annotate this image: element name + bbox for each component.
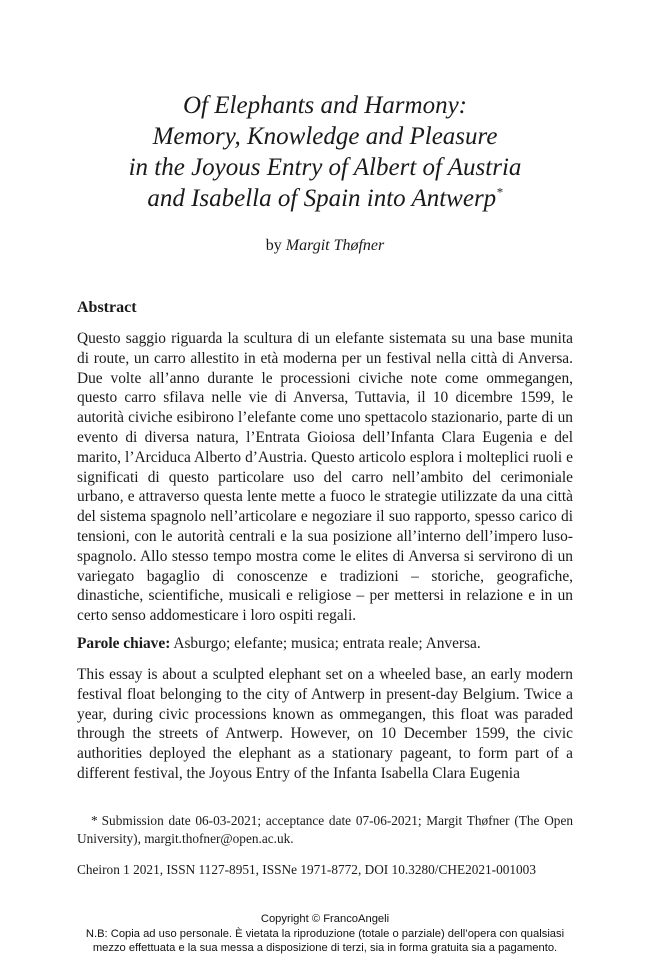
title-line-1: Of Elephants and Harmony: [183,92,467,119]
citation-line: Cheiron 1 2021, ISSN 1127-8951, ISSNe 1971-8772, DOI 10.3280/CHE2021-001003 [77,862,536,877]
abstract-heading: Abstract [77,299,137,316]
copyright-notice [0,912,650,956]
copyright-line-1: Copyright © FrancoAngeli [260,913,390,925]
title-line-4-text: and Isabella of Spain into Antwerp [147,185,497,212]
body-paragraph: This essay is about a sculpted elephant set on a wheeled base, an early modern festival float belonging to the city of Antwerp in present-day Belgium. Twice a year, during civic processions known as ommegangen, this float was paraded through the streets of Antwerp. However, on 10 December 1599, the civic authorities deployed the elephant as a stationary pageant, to form part of a different festival, the Joyous Entry of the Infanta Isabella Clara Eugenia [77,666,573,782]
copyright-line-3: mezzo effettuata e la sua messa a disposizione di terzi, sia in forma gratuita sia a pagamento. [92,942,558,954]
byline-prefix: by [265,237,282,254]
keywords-label: Parole chiave: [77,635,171,652]
keywords-text: Asburgo; elefante; musica; entrata reale; Anversa. [173,635,481,652]
footnote-mark: * [91,813,98,828]
abstract-text: Questo saggio riguarda la scultura di un elefante sistemata su una base munita di route, un carro allestito in età moderna per un festival nella città di Anversa. Due volte all’anno durante le processioni civiche note come ommegangen, questo carro sfilava nelle vie di Anversa, Tuttavia, il 10 dicembre 1599, le autorità civiche esibirono l’elefante come uno spettacolo stazionario, parte di un evento di diversa natura, l’Entrata Gioiosa dell’Infanta Clara Eugenia e del marito, l’Arciduca Alberto d’Austria. Questo articolo esplora i molteplici ruoli e significati di questo particolare uso del carro nell’ambito del cerimoniale urbano, e attraverso questa lente mette a fuoco le strategie utilizzate da una città del sistema spagnolo nell’articolare e negoziare il suo rapporto, spesso carico di tensioni, con le autorità centrali e la sua posizione all’interno dell’impero luso-spagnolo. Allo stesso tempo mostra come le elites di Anversa si servirono di un variegato bagaglio di conoscenze e tradizioni – storiche, geografiche, dinastiche, scientifiche, musicali e religiose – per mettersi in relazione e in un certo senso addomesticare i loro ospiti regali. [77,330,573,625]
byline [60,237,590,255]
title-line-3: in the Joyous Entry of Albert of Austria [128,154,522,181]
footnote [77,812,573,848]
keywords [77,634,573,654]
copyright-line-2: N.B: Copia ad uso personale. È vietata la riproduzione (totale o parziale) dell’opera con qualsiasi [85,927,565,940]
footnote-text: Submission date 06-03-2021; acceptance date 07-06-2021; Margit Thøfner (The Open University), margit.thofner@open.ac.uk. [77,813,573,846]
article-title [60,90,590,214]
title-line-2: Memory, Knowledge and Pleasure [152,123,498,150]
title-footnote-mark[interactable]: * [496,184,503,200]
title-line-4 [60,183,590,214]
author-name: Margit Thøfner [285,237,385,254]
